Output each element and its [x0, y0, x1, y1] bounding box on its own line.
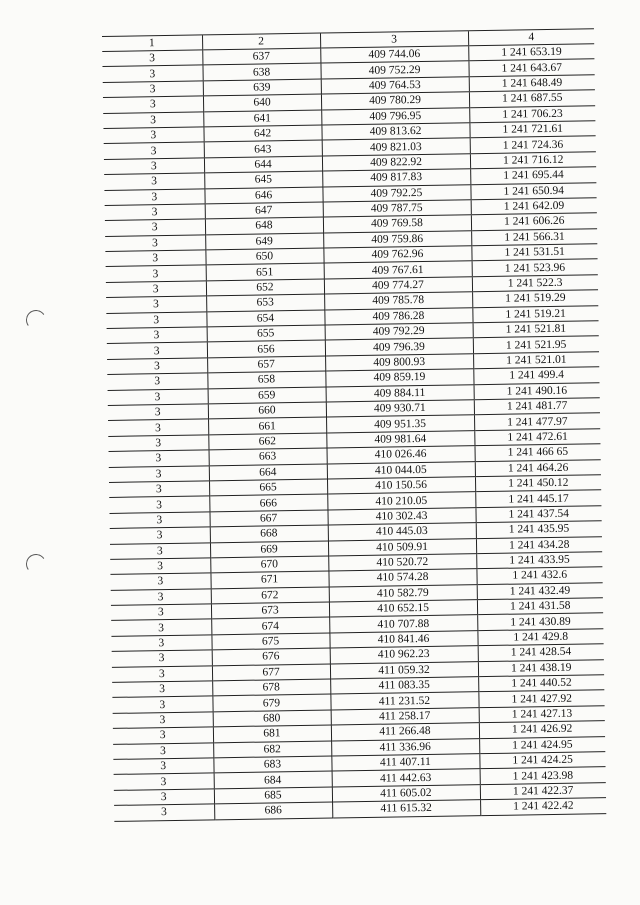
zone-cell: 3	[112, 681, 212, 698]
zone-cell: 3	[110, 542, 210, 559]
y-coordinate-cell: 1 241 427.13	[479, 705, 605, 722]
x-coordinate-cell: 410 707.88	[329, 615, 477, 633]
y-coordinate-cell: 1 241 566.31	[471, 228, 597, 245]
zone-cell: 3	[103, 96, 203, 113]
zone-cell: 3	[111, 604, 211, 621]
x-coordinate-cell: 411 231.52	[330, 692, 478, 710]
y-coordinate-cell: 1 241 716.12	[470, 151, 596, 168]
zone-cell: 3	[109, 481, 209, 498]
zone-cell: 3	[105, 219, 205, 236]
punch-hole-mark	[24, 308, 47, 331]
point-number-cell: 654	[206, 310, 324, 327]
x-coordinate-cell: 410 150.56	[327, 477, 475, 495]
point-number-cell: 680	[213, 710, 331, 727]
point-number-cell: 652	[206, 279, 324, 296]
point-number-cell: 650	[205, 248, 323, 265]
point-number-cell: 651	[206, 264, 324, 281]
x-coordinate-cell: 409 769.58	[323, 215, 471, 233]
y-coordinate-cell: 1 241 429.8	[477, 629, 603, 646]
zone-cell: 3	[108, 419, 208, 436]
zone-cell: 3	[112, 696, 212, 713]
y-coordinate-cell: 1 241 426.92	[479, 721, 605, 738]
y-coordinate-cell: 1 241 521.01	[473, 352, 599, 369]
x-coordinate-cell: 411 605.02	[332, 784, 480, 802]
y-coordinate-cell: 1 241 450.12	[475, 475, 601, 492]
point-number-cell: 645	[204, 171, 322, 188]
point-number-cell: 642	[203, 125, 321, 142]
zone-cell: 3	[113, 712, 213, 729]
point-number-cell: 686	[214, 802, 332, 819]
x-coordinate-cell: 409 787.75	[323, 200, 471, 218]
column-header-3: 3	[320, 31, 468, 48]
y-coordinate-cell: 1 241 433.95	[476, 552, 602, 569]
y-coordinate-cell: 1 241 606.26	[471, 213, 597, 230]
x-coordinate-cell: 409 752.29	[320, 61, 468, 79]
x-coordinate-cell: 410 026.46	[327, 446, 475, 464]
zone-cell: 3	[114, 804, 214, 821]
zone-cell: 3	[105, 204, 205, 221]
x-coordinate-cell: 409 981.64	[326, 430, 474, 448]
x-coordinate-cell: 410 520.72	[328, 554, 476, 572]
point-number-cell: 653	[206, 294, 324, 311]
zone-cell: 3	[111, 635, 211, 652]
point-number-cell: 674	[211, 617, 329, 634]
point-number-cell: 638	[202, 63, 320, 80]
y-coordinate-cell: 1 241 432.49	[477, 582, 603, 599]
y-coordinate-cell: 1 241 481.77	[474, 398, 600, 415]
x-coordinate-cell: 409 796.95	[321, 107, 469, 125]
x-coordinate-cell: 409 792.25	[322, 184, 470, 202]
x-coordinate-cell: 409 859.19	[325, 369, 473, 387]
zone-cell: 3	[102, 50, 202, 67]
point-number-cell: 684	[214, 771, 332, 788]
point-number-cell: 683	[213, 756, 331, 773]
x-coordinate-cell: 411 266.48	[331, 723, 479, 741]
zone-cell: 3	[106, 265, 206, 282]
y-coordinate-cell: 1 241 424.25	[479, 752, 605, 769]
y-coordinate-cell: 1 241 438.19	[478, 659, 604, 676]
x-coordinate-cell: 410 044.05	[327, 461, 475, 479]
column-header-2: 2	[202, 33, 320, 50]
point-number-cell: 640	[203, 94, 321, 111]
zone-cell: 3	[105, 250, 205, 267]
x-coordinate-cell: 409 792.29	[325, 323, 473, 341]
zone-cell: 3	[114, 789, 214, 806]
x-coordinate-cell: 411 407.11	[331, 754, 479, 772]
y-coordinate-cell: 1 241 490.16	[474, 382, 600, 399]
y-coordinate-cell: 1 241 445.17	[475, 490, 601, 507]
x-coordinate-cell: 409 759.86	[323, 230, 471, 248]
x-coordinate-cell: 409 774.27	[324, 277, 472, 295]
column-header-4: 4	[468, 29, 594, 46]
point-number-cell: 639	[203, 79, 321, 96]
y-coordinate-cell: 1 241 648.49	[469, 75, 595, 92]
x-coordinate-cell: 409 813.62	[321, 123, 469, 141]
y-coordinate-cell: 1 241 427.92	[478, 690, 604, 707]
zone-cell: 3	[107, 327, 207, 344]
zone-cell: 3	[111, 619, 211, 636]
x-coordinate-cell: 409 951.35	[326, 415, 474, 433]
x-coordinate-cell: 409 785.78	[324, 292, 472, 310]
x-coordinate-cell: 409 930.71	[326, 400, 474, 418]
x-coordinate-cell: 411 615.32	[332, 800, 480, 818]
y-coordinate-cell: 1 241 523.96	[472, 259, 598, 276]
x-coordinate-cell: 409 822.92	[322, 153, 470, 171]
point-number-cell: 667	[209, 510, 327, 527]
point-number-cell: 678	[212, 679, 330, 696]
y-coordinate-cell: 1 241 437.54	[475, 505, 601, 522]
point-number-cell: 648	[205, 217, 323, 234]
zone-cell: 3	[113, 758, 213, 775]
zone-cell: 3	[107, 358, 207, 375]
zone-cell: 3	[103, 111, 203, 128]
zone-cell: 3	[104, 188, 204, 205]
coordinates-table	[102, 28, 606, 821]
y-coordinate-cell: 1 241 424.95	[479, 736, 605, 753]
zone-cell: 3	[106, 296, 206, 313]
point-number-cell: 661	[208, 417, 326, 434]
zone-cell: 3	[105, 235, 205, 252]
y-coordinate-cell: 1 241 499.4	[473, 367, 599, 384]
y-coordinate-cell: 1 241 423.98	[480, 767, 606, 784]
zone-cell: 3	[104, 173, 204, 190]
x-coordinate-cell: 409 796.39	[325, 338, 473, 356]
y-coordinate-cell: 1 241 430.89	[477, 613, 603, 630]
x-coordinate-cell: 410 302.43	[327, 507, 475, 525]
point-number-cell: 641	[203, 110, 321, 127]
zone-cell: 3	[110, 527, 210, 544]
point-number-cell: 649	[205, 233, 323, 250]
zone-cell: 3	[108, 388, 208, 405]
point-number-cell: 682	[213, 741, 331, 758]
point-number-cell: 647	[205, 202, 323, 219]
x-coordinate-cell: 409 762.96	[323, 246, 471, 264]
point-number-cell: 644	[204, 156, 322, 173]
x-coordinate-cell: 410 574.28	[328, 569, 476, 587]
point-number-cell: 675	[211, 633, 329, 650]
x-coordinate-cell: 410 445.03	[328, 523, 476, 541]
y-coordinate-cell: 1 241 695.44	[470, 167, 596, 184]
point-number-cell: 669	[210, 541, 328, 558]
y-coordinate-cell: 1 241 440.52	[478, 675, 604, 692]
zone-cell: 3	[106, 312, 206, 329]
point-number-cell: 655	[207, 325, 325, 342]
y-coordinate-cell: 1 241 519.21	[472, 305, 598, 322]
y-coordinate-cell: 1 241 519.29	[472, 290, 598, 307]
zone-cell: 3	[107, 373, 207, 390]
x-coordinate-cell: 411 336.96	[331, 738, 479, 756]
point-number-cell: 662	[208, 433, 326, 450]
y-coordinate-cell: 1 241 466 65	[474, 444, 600, 461]
point-number-cell: 679	[212, 694, 330, 711]
point-number-cell: 657	[207, 356, 325, 373]
y-coordinate-cell: 1 241 422.37	[480, 782, 606, 799]
y-coordinate-cell: 1 241 522.3	[472, 275, 598, 292]
x-coordinate-cell: 411 442.63	[332, 769, 480, 787]
zone-cell: 3	[102, 65, 202, 82]
y-coordinate-cell: 1 241 687.55	[469, 90, 595, 107]
y-coordinate-cell: 1 241 643.67	[468, 59, 594, 76]
y-coordinate-cell: 1 241 435.95	[476, 521, 602, 538]
zone-cell: 3	[104, 142, 204, 159]
x-coordinate-cell: 409 884.11	[326, 384, 474, 402]
y-coordinate-cell: 1 241 477.97	[474, 413, 600, 430]
point-number-cell: 658	[207, 371, 325, 388]
x-coordinate-cell: 409 780.29	[321, 92, 469, 110]
point-number-cell: 666	[209, 494, 327, 511]
zone-cell: 3	[108, 404, 208, 421]
x-coordinate-cell: 409 821.03	[322, 138, 470, 156]
x-coordinate-cell: 409 800.93	[325, 354, 473, 372]
x-coordinate-cell: 410 582.79	[329, 584, 477, 602]
zone-cell: 3	[106, 281, 206, 298]
x-coordinate-cell: 411 258.17	[331, 707, 479, 725]
y-coordinate-cell: 1 241 721.61	[469, 121, 595, 138]
y-coordinate-cell: 1 241 521.95	[473, 336, 599, 353]
point-number-cell: 668	[210, 525, 328, 542]
x-coordinate-cell: 409 817.83	[322, 169, 470, 187]
y-coordinate-cell: 1 241 428.54	[478, 644, 604, 661]
point-number-cell: 681	[213, 725, 331, 742]
table-body	[102, 44, 606, 821]
zone-cell: 3	[113, 727, 213, 744]
y-coordinate-cell: 1 241 464.26	[475, 459, 601, 476]
y-coordinate-cell: 1 241 521.81	[473, 321, 599, 338]
zone-cell: 3	[109, 512, 209, 529]
point-number-cell: 665	[209, 479, 327, 496]
zone-cell: 3	[109, 465, 209, 482]
y-coordinate-cell: 1 241 531.51	[471, 244, 597, 261]
x-coordinate-cell: 409 786.28	[324, 307, 472, 325]
y-coordinate-cell: 1 241 650.94	[470, 182, 596, 199]
x-coordinate-cell: 410 210.05	[327, 492, 475, 510]
zone-cell: 3	[107, 342, 207, 359]
x-coordinate-cell: 409 767.61	[324, 261, 472, 279]
point-number-cell: 659	[208, 387, 326, 404]
y-coordinate-cell: 1 241 434.28	[476, 536, 602, 553]
y-coordinate-cell: 1 241 422.42	[480, 798, 606, 815]
point-number-cell: 673	[211, 602, 329, 619]
x-coordinate-cell: 411 059.32	[330, 661, 478, 679]
zone-cell: 3	[108, 435, 208, 452]
x-coordinate-cell: 409 764.53	[321, 77, 469, 95]
point-number-cell: 671	[210, 571, 328, 588]
point-number-cell: 637	[202, 48, 320, 65]
x-coordinate-cell: 411 083.35	[330, 677, 478, 695]
y-coordinate-cell: 1 241 642.09	[471, 198, 597, 215]
zone-cell: 3	[112, 650, 212, 667]
x-coordinate-cell: 410 652.15	[329, 600, 477, 618]
y-coordinate-cell: 1 241 431.58	[477, 598, 603, 615]
point-number-cell: 660	[208, 402, 326, 419]
coordinates-table-wrapper	[102, 28, 606, 821]
point-number-cell: 670	[210, 556, 328, 573]
zone-cell: 3	[113, 742, 213, 759]
zone-cell: 3	[103, 127, 203, 144]
x-coordinate-cell: 410 962.23	[330, 646, 478, 664]
y-coordinate-cell: 1 241 724.36	[470, 136, 596, 153]
point-number-cell: 664	[209, 464, 327, 481]
y-coordinate-cell: 1 241 706.23	[469, 105, 595, 122]
zone-cell: 3	[109, 450, 209, 467]
point-number-cell: 656	[207, 340, 325, 357]
point-number-cell: 676	[212, 648, 330, 665]
zone-cell: 3	[114, 773, 214, 790]
y-coordinate-cell: 1 241 472.61	[474, 428, 600, 445]
zone-cell: 3	[110, 558, 210, 575]
x-coordinate-cell: 410 841.46	[329, 631, 477, 649]
zone-cell: 3	[109, 496, 209, 513]
point-number-cell: 672	[211, 587, 329, 604]
punch-hole-mark	[24, 552, 47, 575]
column-header-1: 1	[102, 35, 202, 52]
point-number-cell: 643	[204, 140, 322, 157]
zone-cell: 3	[112, 665, 212, 682]
y-coordinate-cell: 1 241 653.19	[468, 44, 594, 61]
zone-cell: 3	[110, 573, 210, 590]
x-coordinate-cell: 409 744.06	[320, 46, 468, 64]
zone-cell: 3	[103, 81, 203, 98]
point-number-cell: 646	[204, 187, 322, 204]
point-number-cell: 677	[212, 664, 330, 681]
point-number-cell: 663	[209, 448, 327, 465]
zone-cell: 3	[111, 589, 211, 606]
x-coordinate-cell: 410 509.91	[328, 538, 476, 556]
y-coordinate-cell: 1 241 432.6	[476, 567, 602, 584]
point-number-cell: 685	[214, 787, 332, 804]
zone-cell: 3	[104, 158, 204, 175]
